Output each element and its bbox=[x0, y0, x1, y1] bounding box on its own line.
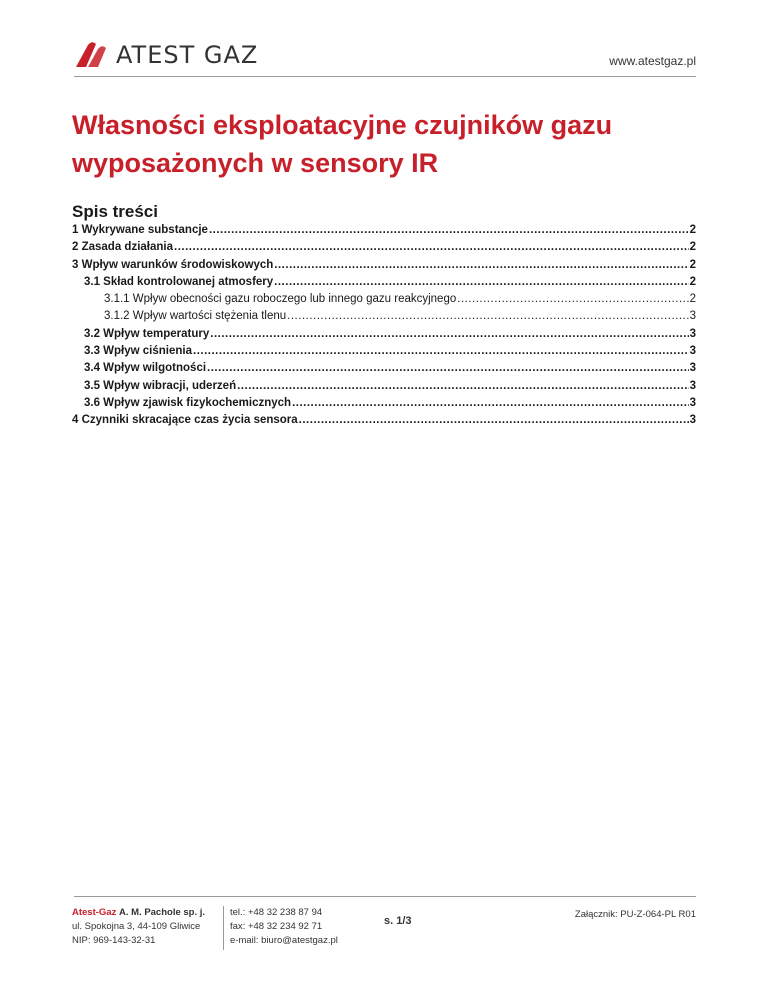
table-of-contents bbox=[72, 222, 696, 430]
toc-entry[interactable]: 3.1 Skład kontrolowanej atmosfery ..... 2 bbox=[72, 274, 696, 291]
attachment-code: Załącznik: PU-Z-064-PL R01 bbox=[574, 909, 696, 920]
footer-divider bbox=[74, 896, 696, 897]
document-title: Własności eksploatacyjne czujników gazu wyposażonych w sensory IR bbox=[72, 110, 613, 178]
toc-entry[interactable]: 3 Wpływ warunków środowiskowych ..... 2 bbox=[72, 257, 696, 274]
contact-info bbox=[223, 906, 338, 950]
fax: fax: +48 32 234 92 71 bbox=[230, 921, 323, 932]
flame-logo-icon bbox=[74, 41, 110, 69]
toc-entry[interactable]: 2 Zasada działania ..... 2 bbox=[72, 239, 696, 256]
toc-entry[interactable]: 3.5 Wpływ wibracji, uderzeń ..... 3 bbox=[72, 378, 696, 395]
toc-entry[interactable]: 3.1.2 Wpływ wartości stężenia tlenu ..... 3 bbox=[72, 308, 696, 325]
company-info bbox=[72, 906, 205, 948]
toc-entry[interactable]: 3.2 Wpływ temperatury ..... 3 bbox=[72, 326, 696, 343]
toc-entry[interactable]: 3.4 Wpływ wilgotności ..... 3 bbox=[72, 360, 696, 377]
toc-entry[interactable]: 3.1.1 Wpływ obecności gazu roboczego lub innego gazu reakcyjnego ..... 2 bbox=[72, 291, 696, 308]
header-divider bbox=[74, 76, 696, 77]
company-name: A. M. Pachole sp. j. bbox=[118, 907, 206, 918]
toc-entry[interactable]: 4 Czynniki skracające czas życia sensora ..... 3 bbox=[72, 412, 696, 429]
toc-entry[interactable]: 1 Wykrywane substancje ..... 2 bbox=[72, 222, 696, 239]
toc-heading: Spis treści bbox=[72, 202, 158, 221]
company-nip: NIP: 969-143-32-31 bbox=[72, 935, 156, 946]
company-address: ul. Spokojna 3, 44-109 Gliwice bbox=[72, 921, 201, 932]
company-logo bbox=[74, 40, 264, 70]
phone: tel.: +48 32 238 87 94 bbox=[230, 907, 323, 918]
logo-text: ATEST GAZ bbox=[116, 41, 259, 69]
website-url[interactable]: www.atestgaz.pl bbox=[609, 54, 696, 68]
toc-entry[interactable]: 3.6 Wpływ zjawisk fizykochemicznych ..... 3 bbox=[72, 395, 696, 412]
company-brand: Atest-Gaz bbox=[72, 907, 117, 918]
email[interactable]: e-mail: biuro@atestgaz.pl bbox=[230, 935, 338, 946]
page-indicator: s. 1/3 bbox=[384, 915, 412, 927]
toc-entry[interactable]: 3.3 Wpływ ciśnienia ..... 3 bbox=[72, 343, 696, 360]
